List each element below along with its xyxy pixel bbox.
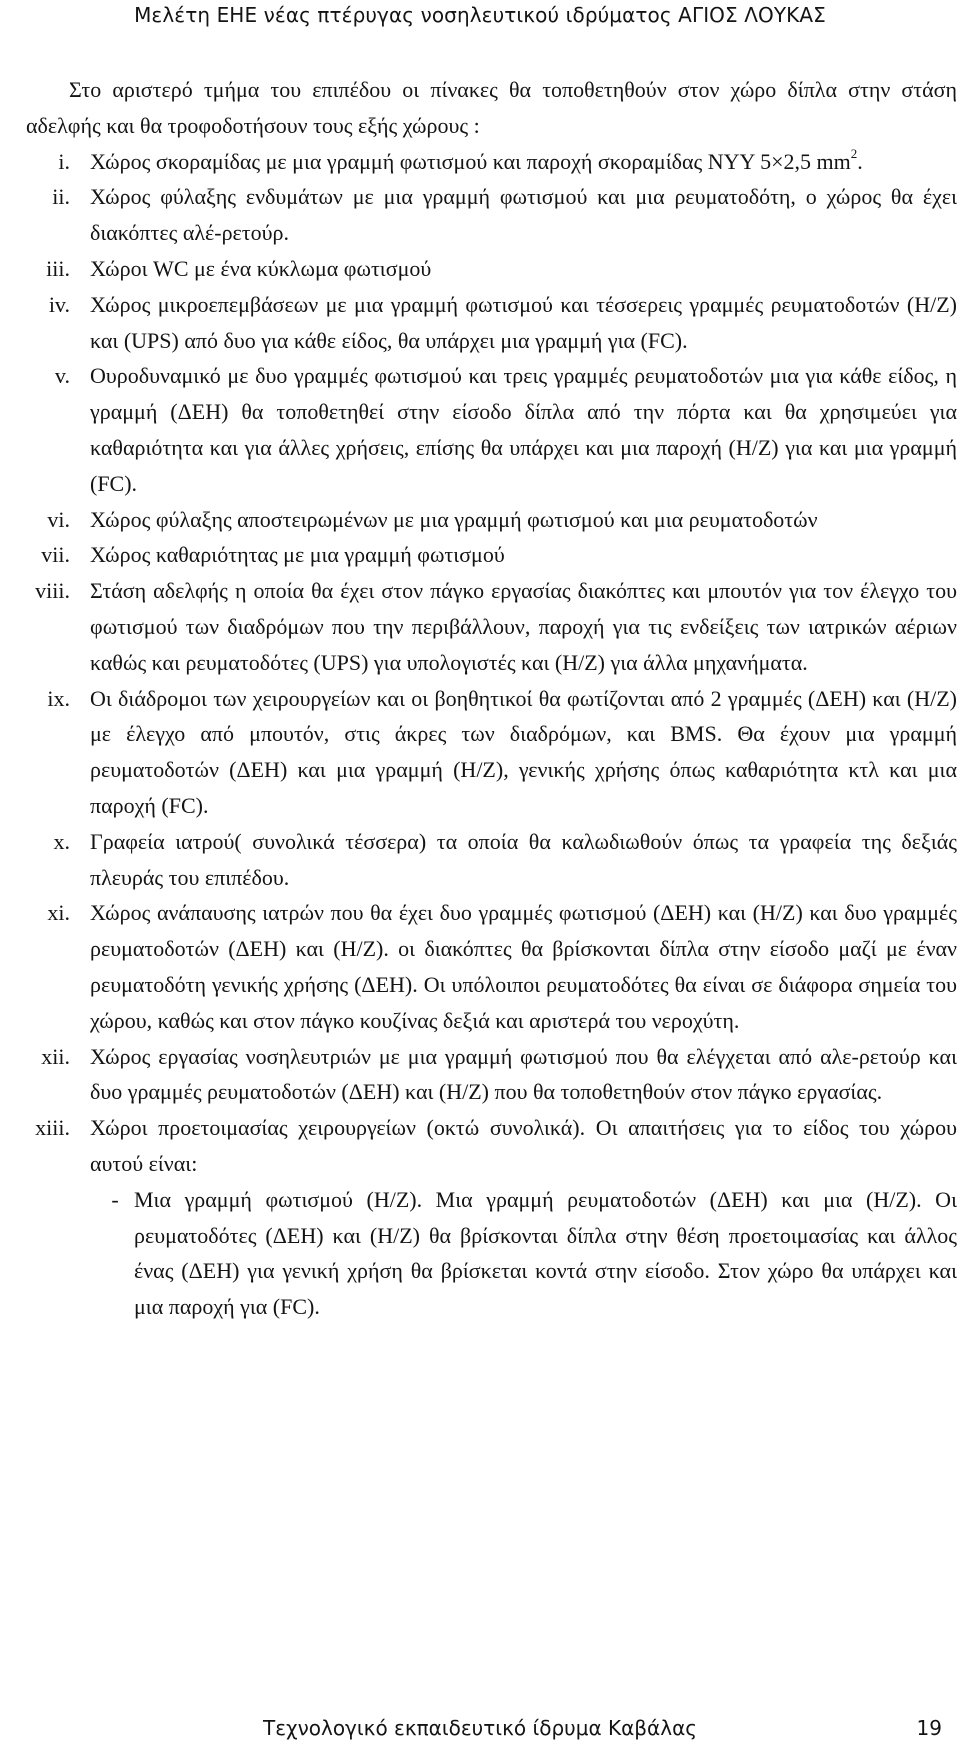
list-number: xiii. [35,1115,70,1141]
list-number: vii. [41,542,70,568]
document-body [26,72,957,1325]
list-number: i. [58,148,70,174]
list-item-text: Χώρος φύλαξης ενδυμάτων με μια γραμμή φωτισμού και μια ρευματοδότη, ο χώρος θα έχει διακόπτες αλέ-ρετούρ. [90,184,957,246]
list-item-text [90,144,957,180]
superscript: 2 [850,146,858,162]
list-item-text: Χώρος εργασίας νοσηλευτριών με μια γραμμή φωτισμού που θα ελέγχεται από αλε-ρετούρ και δυο γραμμές ρευματοδοτών (ΔΕΗ) και (Η/Ζ) που θα τοποθετηθούν στον πάγκο εργασίας. [90,1043,957,1105]
list-number: viii. [35,578,70,604]
list-item [26,537,957,573]
page-header: Μελέτη ΕΗΕ νέας πτέρυγας νοσηλευτικού ιδρύματος ΑΓΙΟΣ ΛΟΥΚΑΣ [134,3,826,27]
list-number: ii. [52,184,70,210]
list-item-text: Χώρος ανάπαυσης ιατρών που θα έχει δυο γραμμές φωτισμού (ΔΕΗ) και (Η/Ζ) και δυο γραμμές ρευματοδοτών (ΔΕΗ) και (Η/Ζ). οι διακόπτες θα βρίσκονται δίπλα στην είσοδο μαζί με έναν ρευματοδότη γενικής χρήσης (ΔΕΗ). Οι υπόλοιποι ρευματοδότες θα είναι σε διάφορα σημεία του χώρου, καθώς και στον πάγκο κουζίνας δεξιά και αριστερά του νεροχύτη. [90,900,957,1033]
list-number: ix. [47,685,70,711]
sub-list-item-text: Μια γραμμή φωτισμού (Η/Ζ). Μια γραμμή ρευματοδοτών (ΔΕΗ) και μια (Η/Ζ). Οι ρευματοδότες (ΔΕΗ) και (Η/Ζ) θα βρίσκονται δίπλα στην θέση προετοιμασίας και άλλος ένας (ΔΕΗ) για γενική χρήση θα βρίσκεται κοντά στην είσοδο. Στον χώρο θα υπάρχει και μια παροχή για (FC). [134,1186,957,1320]
page-number: 19 [916,1716,942,1740]
list-number: iv. [48,291,70,317]
list-item [26,895,957,1038]
list-item [26,681,957,824]
list-number: x. [53,828,70,854]
list-item-text-end: . [857,148,863,174]
list-item-text: Χώρος καθαριότητας με μια γραμμή φωτισμού [90,542,505,568]
list-number: vi. [47,506,70,532]
list-item-text: Χώροι WC με ένα κύκλωμα φωτισμού [90,255,432,281]
list-item [26,573,957,680]
list-item [26,287,957,359]
list-item-text: Γραφεία ιατρού( συνολικά τέσσερα) τα οποία θα καλωδιωθούν όπως τα γραφεία της δεξιάς πλευράς του επιπέδου. [90,828,957,890]
list-item [26,1110,957,1182]
sub-list [26,1182,957,1325]
list-item-text: Χώρος φύλαξης αποστειρωμένων με μια γραμμή φωτισμού και μια ρευματοδοτών [90,506,818,532]
list-item-text: Οι διάδρομοι των χειρουργείων και οι βοηθητικοί θα φωτίζονται από 2 γραμμές (ΔΕΗ) και (Η/Ζ) με έλεγχο από μπουτόν, στις άκρες των διαδρόμων, και BMS. Θα έχουν μια γραμμή ρευματοδοτών (ΔΕΗ) και μια γραμμή (Η/Ζ), γενικής χρήσης όπως καθαριότητα κτλ και μια παροχή (FC). [90,685,957,818]
list-item-text: Στάση αδελφής η οποία θα έχει στον πάγκο εργασίας διακόπτες και μπουτόν για τον έλεγχο του φωτισμού των διαδρόμων που την περιβάλλουν, παροχή για τις ενδείξεις των ιατρικών αέριων καθώς και ρευματοδότες (UPS) για υπολογιστές και (Η/Ζ) για άλλα μηχανήματα. [90,578,957,675]
room-list [26,144,957,1182]
intro-paragraph: Στο αριστερό τμήμα του επιπέδου οι πίνακες θα τοποθετηθούν στον χώρο δίπλα στην στάση αδελφής και θα τροφοδοτήσουν τους εξής χώρους : [26,77,957,138]
list-item [26,251,957,287]
list-number: xii. [41,1043,70,1069]
list-item [26,144,957,180]
list-item [26,179,957,251]
dash-bullet: - [111,1186,119,1212]
list-item-text: Χώροι προετοιμασίας χειρουργείων (οκτώ συνολικά). Οι απαιτήσεις για το είδος του χώρου αυτού είναι: [90,1115,957,1176]
list-item [26,502,957,538]
list-number: v. [54,363,70,389]
footer-text: Τεχνολογικό εκπαιδευτικό ίδρυμα Καβάλας [263,1716,697,1740]
sub-list-item [26,1182,957,1325]
list-item-text: Ουροδυναμικό με δυο γραμμές φωτισμού και τρεις γραμμές ρευματοδοτών μια για κάθε είδος, η γραμμή (ΔΕΗ) θα τοποθετηθεί στην είσοδο δίπλα από την πόρτα και θα χρησιμεύει για καθαριότητα και για άλλες χρήσεις, επίσης θα υπάρχει και μια παροχή (Η/Ζ) για και μια γραμμή (FC). [90,363,957,496]
list-item-text-main: Χώρος σκοραμίδας με μια γραμμή φωτισμού και παροχή σκοραμίδας NYY 5×2,5 mm [90,148,851,174]
list-item [26,358,957,501]
list-number: xi. [47,900,70,926]
list-item-text: Χώρος μικροεπεμβάσεων με μια γραμμή φωτισμού και τέσσερεις γραμμές ρευματοδοτών (Η/Ζ) και (UPS) από δυο για κάθε είδος, θα υπάρχει μια γραμμή για (FC). [90,291,957,353]
list-item [26,824,957,896]
list-number: iii. [46,255,70,281]
list-item [26,1039,957,1111]
